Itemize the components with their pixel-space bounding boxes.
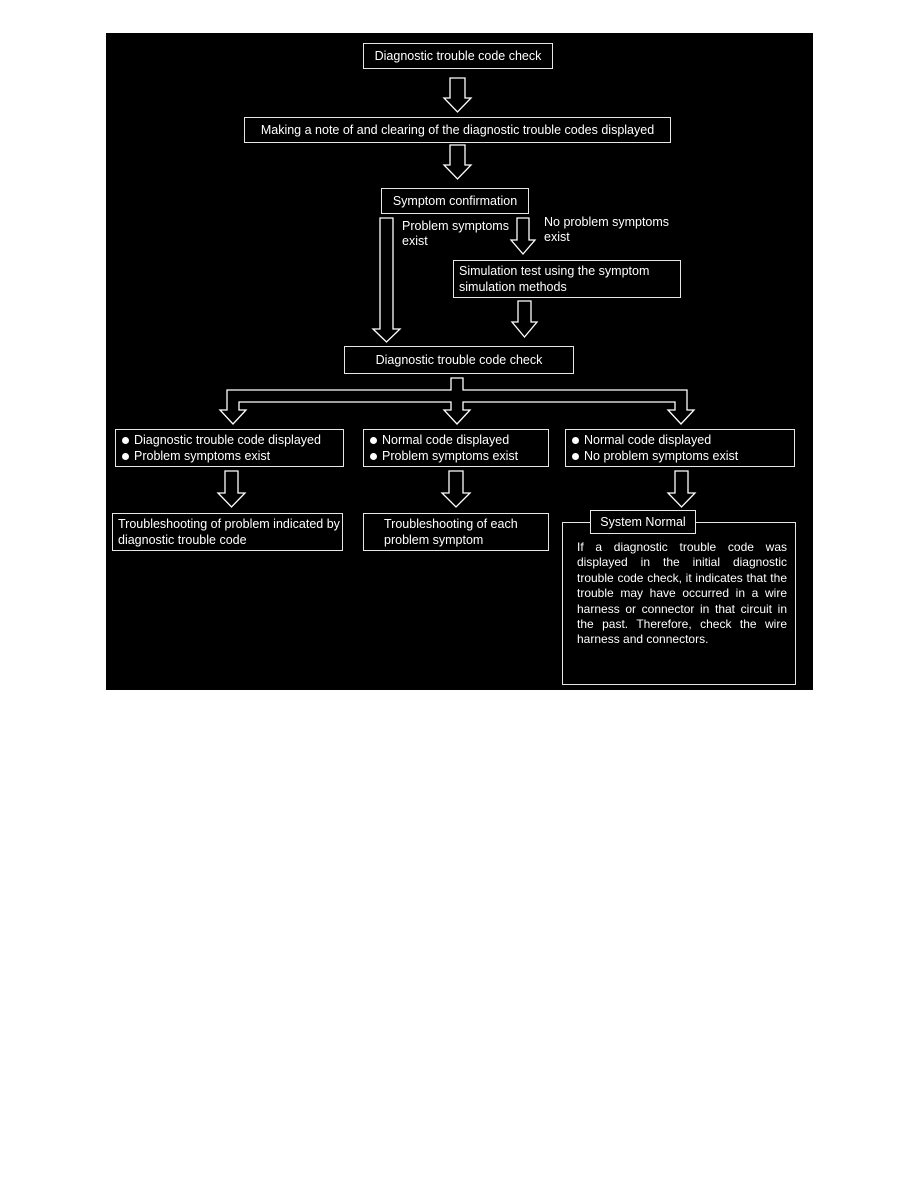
list-item [370,432,548,448]
case-normal-with-symptoms [363,429,549,467]
bullet-icon [370,437,377,444]
case-c-item-1: Normal code displayed [584,433,712,447]
list-item [122,448,343,464]
system-normal-title [590,510,696,534]
step-dtc-check [363,43,553,69]
arrow-split-icon [220,378,694,424]
arrow-down-icon [668,471,695,507]
bullet-icon [122,453,129,460]
arrow-down-icon [512,301,537,337]
system-normal-title-label: System Normal [600,515,686,529]
step-dtc-check-label: Diagnostic trouble code check [374,49,542,63]
list-item [370,448,548,464]
system-normal-note: If a diagnostic trouble code was displayed in the initial diagnostic trouble code check, it indicates that the trouble may have occurred in a wire harness or connector in that circuit in the past. Therefore, check the wire harness and connectors. [577,540,787,647]
case-b-item-1: Normal code displayed [382,433,510,447]
case-a-item-2: Problem symptoms exist [134,449,271,463]
arrow-down-icon [444,145,471,179]
step-symptom-confirmation [381,188,529,214]
step-symptom-confirmation-label: Symptom confirmation [392,194,518,208]
branch-label-problem-exist: Problem symptoms exist [402,219,509,248]
case-dtc-displayed [115,429,344,467]
bullet-icon [572,453,579,460]
step-simulation-test-label: Simulation test using the symptom simulation methods [459,264,650,294]
step-dtc-check-second [344,346,574,374]
arrow-down-icon [373,218,400,342]
result-troubleshoot-dtc-label: Troubleshooting of problem indicated by diagnostic trouble code [118,517,340,547]
step-dtc-check-second-label: Diagnostic trouble code check [375,353,543,367]
diagnostic-flowchart [106,33,813,690]
step-note-and-clear-label: Making a note of and clearing of the diagnostic trouble codes displayed [260,123,655,137]
case-b-item-2: Problem symptoms exist [382,449,519,463]
case-normal-no-symptoms [565,429,795,467]
bullet-icon [572,437,579,444]
case-c-item-2: No problem symptoms exist [584,449,739,463]
step-simulation-test [453,260,681,298]
bullet-icon [122,437,129,444]
list-item [122,432,343,448]
list-item [572,432,794,448]
step-note-and-clear [244,117,671,143]
result-troubleshoot-symptom-label: Troubleshooting of each problem symptom [384,517,518,547]
result-troubleshoot-symptom [363,513,549,551]
arrow-down-icon [442,471,470,507]
branch-label-no-problem: No problem symptoms exist [544,215,670,244]
arrow-down-icon [218,471,245,507]
result-system-normal [562,522,796,685]
case-a-item-1: Diagnostic trouble code displayed [134,433,321,447]
list-item [572,448,794,464]
result-troubleshoot-dtc [112,513,343,551]
bullet-icon [370,453,377,460]
arrow-down-icon [444,78,471,112]
